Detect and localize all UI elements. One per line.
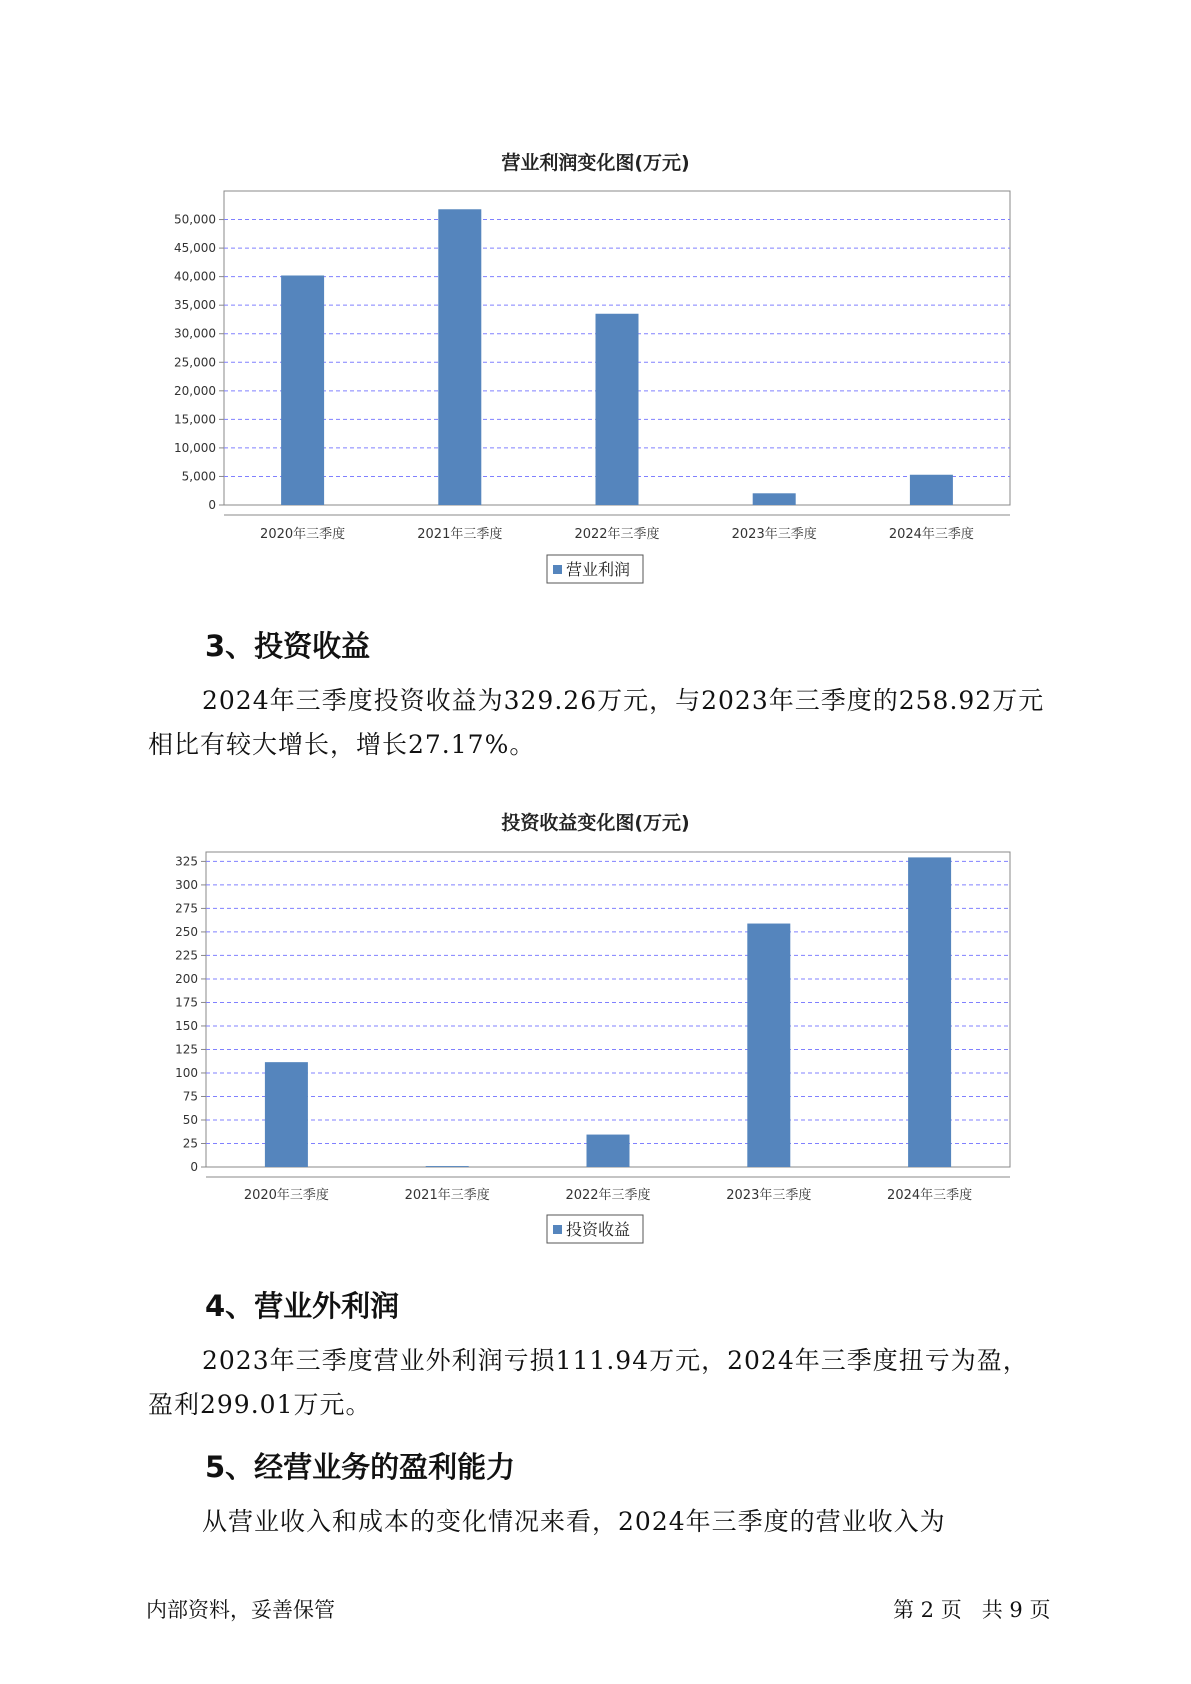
chart2-title: 投资收益变化图(万元) bbox=[501, 812, 690, 834]
y-tick-label: 25 bbox=[182, 1136, 198, 1151]
investment-income-chart bbox=[0, 840, 1191, 1240]
chart1-title: 营业利润变化图(万元) bbox=[501, 152, 690, 174]
y-tick-label: 0 bbox=[190, 1160, 198, 1174]
y-tick-label: 200 bbox=[175, 971, 198, 986]
y-tick-label: 175 bbox=[175, 995, 198, 1010]
y-tick-label: 20,000 bbox=[174, 383, 216, 398]
legend-swatch bbox=[553, 1225, 562, 1234]
y-tick-label: 40,000 bbox=[174, 269, 216, 284]
x-category-label: 2020年三季度 bbox=[243, 1188, 329, 1203]
legend-label: 营业利润 bbox=[566, 560, 631, 579]
section5-paragraph: 从营业收入和成本的变化情况来看，2024年三季度的营业收入为 bbox=[202, 1507, 946, 1536]
x-category-label: 2020年三季度 bbox=[260, 527, 346, 542]
bar bbox=[281, 275, 324, 505]
x-category-label: 2023年三季度 bbox=[731, 527, 817, 542]
legend-label: 投资收益 bbox=[566, 1220, 631, 1239]
bar bbox=[596, 314, 639, 505]
section3-heading: 3、投资收益 bbox=[205, 629, 371, 663]
y-tick-label: 325 bbox=[175, 854, 198, 869]
y-tick-label: 30,000 bbox=[174, 326, 216, 341]
y-tick-label: 50,000 bbox=[174, 212, 216, 227]
x-category-label: 2022年三季度 bbox=[574, 527, 660, 542]
y-tick-label: 50 bbox=[182, 1112, 198, 1127]
bar bbox=[753, 493, 796, 505]
y-tick-label: 75 bbox=[182, 1089, 198, 1104]
y-tick-label: 250 bbox=[175, 924, 198, 939]
bar bbox=[747, 924, 790, 1167]
bar bbox=[908, 857, 951, 1167]
x-category-label: 2024年三季度 bbox=[888, 527, 974, 542]
x-category-label: 2021年三季度 bbox=[417, 527, 503, 542]
y-tick-label: 15,000 bbox=[174, 412, 216, 427]
section5-heading: 5、经营业务的盈利能力 bbox=[205, 1450, 516, 1484]
x-category-label: 2024年三季度 bbox=[887, 1188, 973, 1203]
y-tick-label: 300 bbox=[175, 877, 198, 892]
y-tick-label: 125 bbox=[175, 1042, 198, 1057]
bar bbox=[438, 209, 481, 505]
x-category-label: 2021年三季度 bbox=[404, 1188, 490, 1203]
section3-paragraph: 2024年三季度投资收益为329.26万元，与2023年三季度的258.92万元相比有较大增长，增长27.17%。 bbox=[148, 686, 1045, 759]
y-tick-label: 150 bbox=[175, 1018, 198, 1033]
footer-left: 内部资料，妥善保管 bbox=[146, 1598, 335, 1622]
y-tick-label: 225 bbox=[175, 948, 198, 963]
bar bbox=[587, 1135, 630, 1167]
bar bbox=[910, 475, 953, 505]
y-tick-label: 25,000 bbox=[174, 355, 216, 370]
legend-swatch bbox=[553, 565, 562, 574]
operating-profit-chart bbox=[0, 180, 1191, 610]
section4-paragraph: 2023年三季度营业外利润亏损111.94万元，2024年三季度扭亏为盈，盈利299.01万元。 bbox=[148, 1346, 1029, 1419]
y-tick-label: 5,000 bbox=[181, 469, 216, 484]
footer-page-number: 第 2 页 共 9 页 bbox=[893, 1598, 1051, 1622]
x-category-label: 2023年三季度 bbox=[726, 1188, 812, 1203]
y-tick-label: 275 bbox=[175, 901, 198, 916]
y-tick-label: 35,000 bbox=[174, 298, 216, 313]
bar bbox=[426, 1166, 469, 1167]
bar bbox=[265, 1062, 308, 1167]
y-tick-label: 10,000 bbox=[174, 440, 216, 455]
y-tick-label: 100 bbox=[175, 1065, 198, 1080]
y-tick-label: 45,000 bbox=[174, 241, 216, 256]
x-category-label: 2022年三季度 bbox=[565, 1188, 651, 1203]
section4-heading: 4、营业外利润 bbox=[205, 1289, 400, 1323]
y-tick-label: 0 bbox=[208, 498, 216, 512]
